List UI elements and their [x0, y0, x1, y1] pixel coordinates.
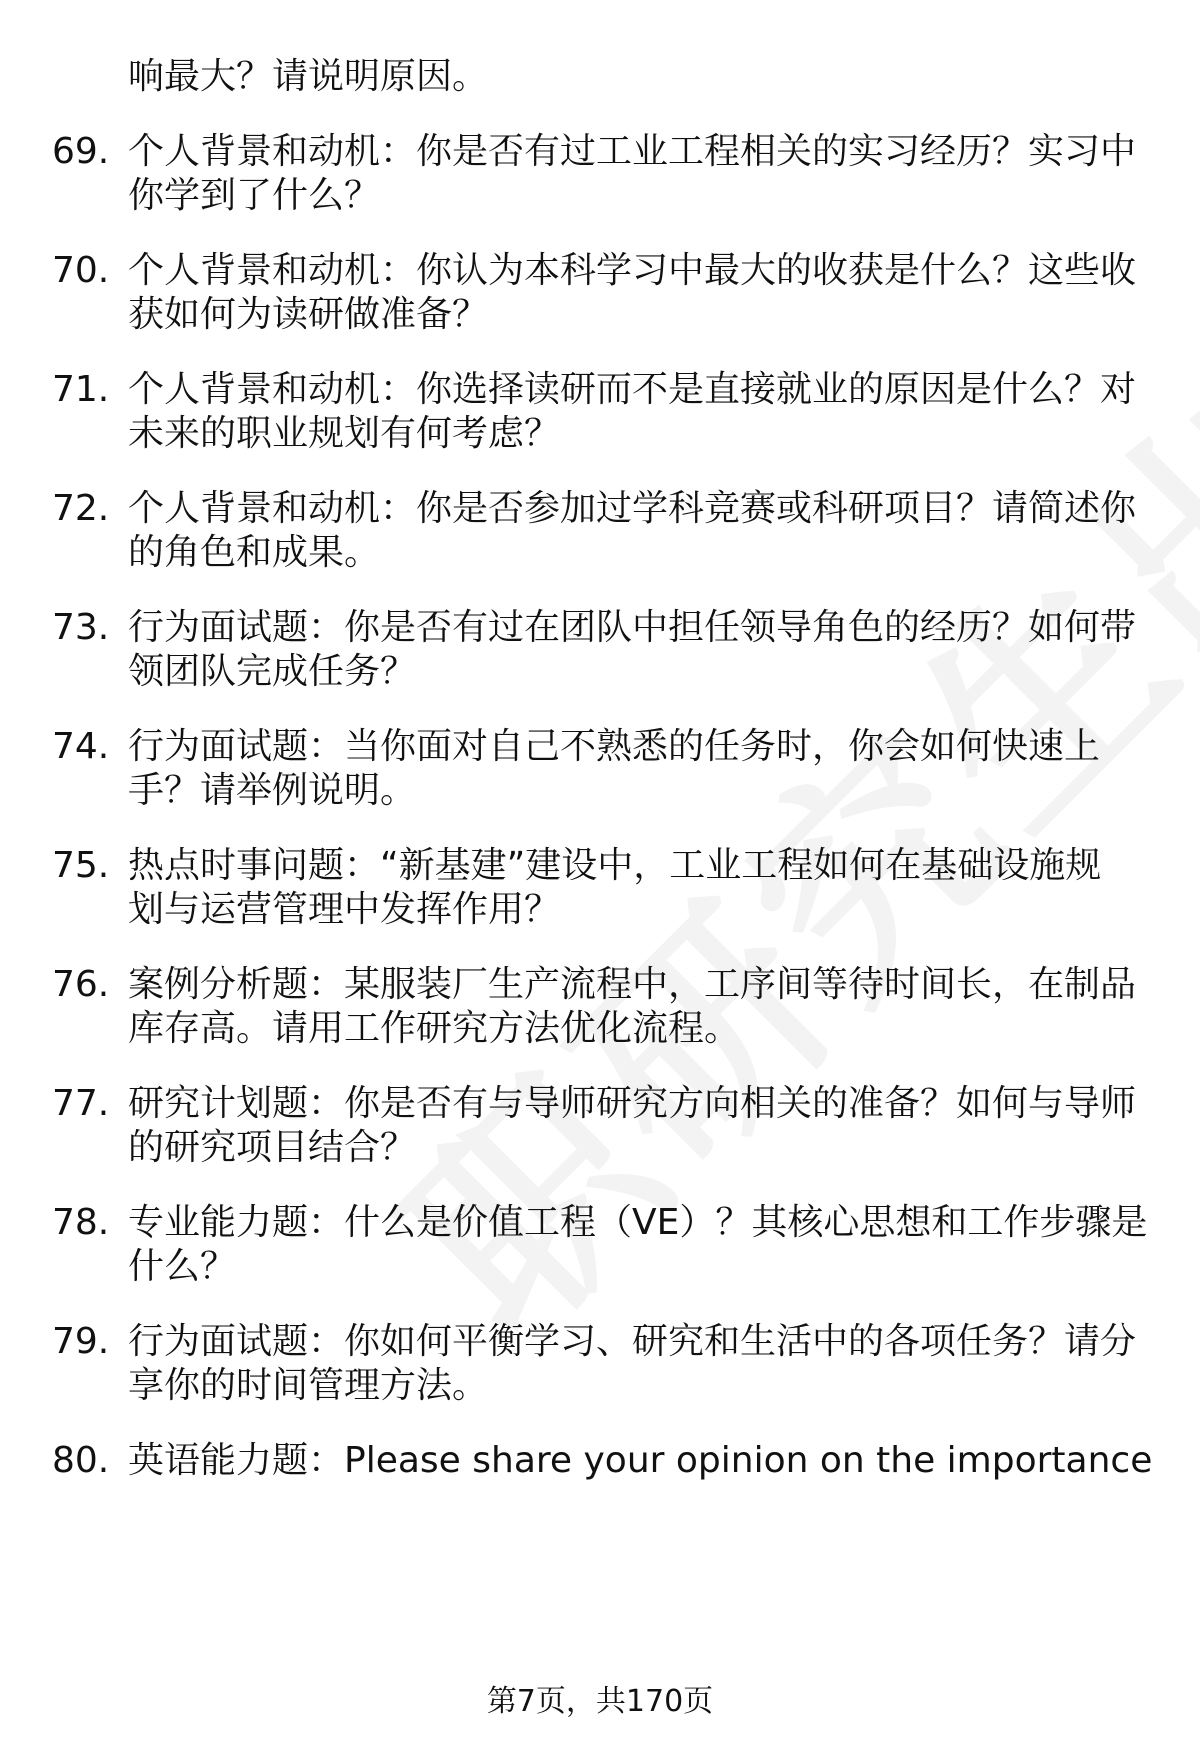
question-number: 70. [52, 250, 110, 291]
question-text-line1: 个人背景和动机：你是否参加过学科竞赛或科研项目？请简述你 [128, 488, 1137, 529]
question-number: 78. [52, 1202, 110, 1243]
question-text-line1: 行为面试题：当你面对自己不熟悉的任务时，你会如何快速上 [128, 726, 1101, 767]
question-continuation: 响最大？请说明原因。 [128, 56, 489, 97]
question-text-line1: 个人背景和动机：你是否有过工业工程相关的实习经历？实习中 [128, 131, 1137, 172]
question-text-line1: 个人背景和动机：你选择读研而不是直接就业的原因是什么？对 [128, 369, 1137, 410]
question-number: 73. [52, 607, 110, 648]
question-text-line1: 英语能力题：Please share your opinion on the importance [128, 1440, 1153, 1481]
question-text-line1: 行为面试题：你是否有过在团队中担任领导角色的经历？如何带 [128, 607, 1137, 648]
question-text-line2: 手？请举例说明。 [128, 770, 417, 811]
question-number: 76. [52, 964, 110, 1005]
question-number: 77. [52, 1083, 110, 1124]
question-number: 79. [52, 1321, 110, 1362]
question-text-line2: 领团队完成任务？ [128, 651, 417, 692]
question-number: 80. [52, 1440, 110, 1481]
question-text-line1: 案例分析题：某服装厂生产流程中，工序间等待时间长，在制品 [128, 964, 1137, 1005]
question-text-line2: 什么？ [128, 1246, 237, 1287]
question-number: 74. [52, 726, 110, 767]
question-text-line2: 划与运营管理中发挥作用？ [128, 889, 561, 930]
question-text-line2: 未来的职业规划有何考虑？ [128, 413, 561, 454]
question-text-line2: 的研究项目结合？ [128, 1127, 417, 1168]
question-text-line2: 库存高。请用工作研究方法优化流程。 [128, 1008, 741, 1049]
question-text-line1: 行为面试题：你如何平衡学习、研究和生活中的各项任务？请分 [128, 1321, 1137, 1362]
question-number: 72. [52, 488, 110, 529]
question-text-line2: 的角色和成果。 [128, 532, 381, 573]
question-text-line2: 享你的时间管理方法。 [128, 1365, 489, 1406]
question-text-line1: 个人背景和动机：你认为本科学习中最大的收获是什么？这些收 [128, 250, 1137, 291]
question-text-line1: 研究计划题：你是否有与导师研究方向相关的准备？如何与导师 [128, 1083, 1137, 1124]
question-number: 71. [52, 369, 110, 410]
page-footer: 第7页，共170页 [486, 1684, 714, 1719]
question-text-line2: 获如何为读研做准备？ [128, 294, 489, 335]
question-text-line2: 你学到了什么？ [128, 175, 381, 216]
question-text-line1: 热点时事问题：“新基建”建设中，工业工程如何在基础设施规 [128, 845, 1102, 886]
question-number: 69. [52, 131, 110, 172]
question-text-line1: 专业能力题：什么是价值工程（VE）？其核心思想和工作步骤是 [128, 1202, 1148, 1243]
question-number: 75. [52, 845, 110, 886]
